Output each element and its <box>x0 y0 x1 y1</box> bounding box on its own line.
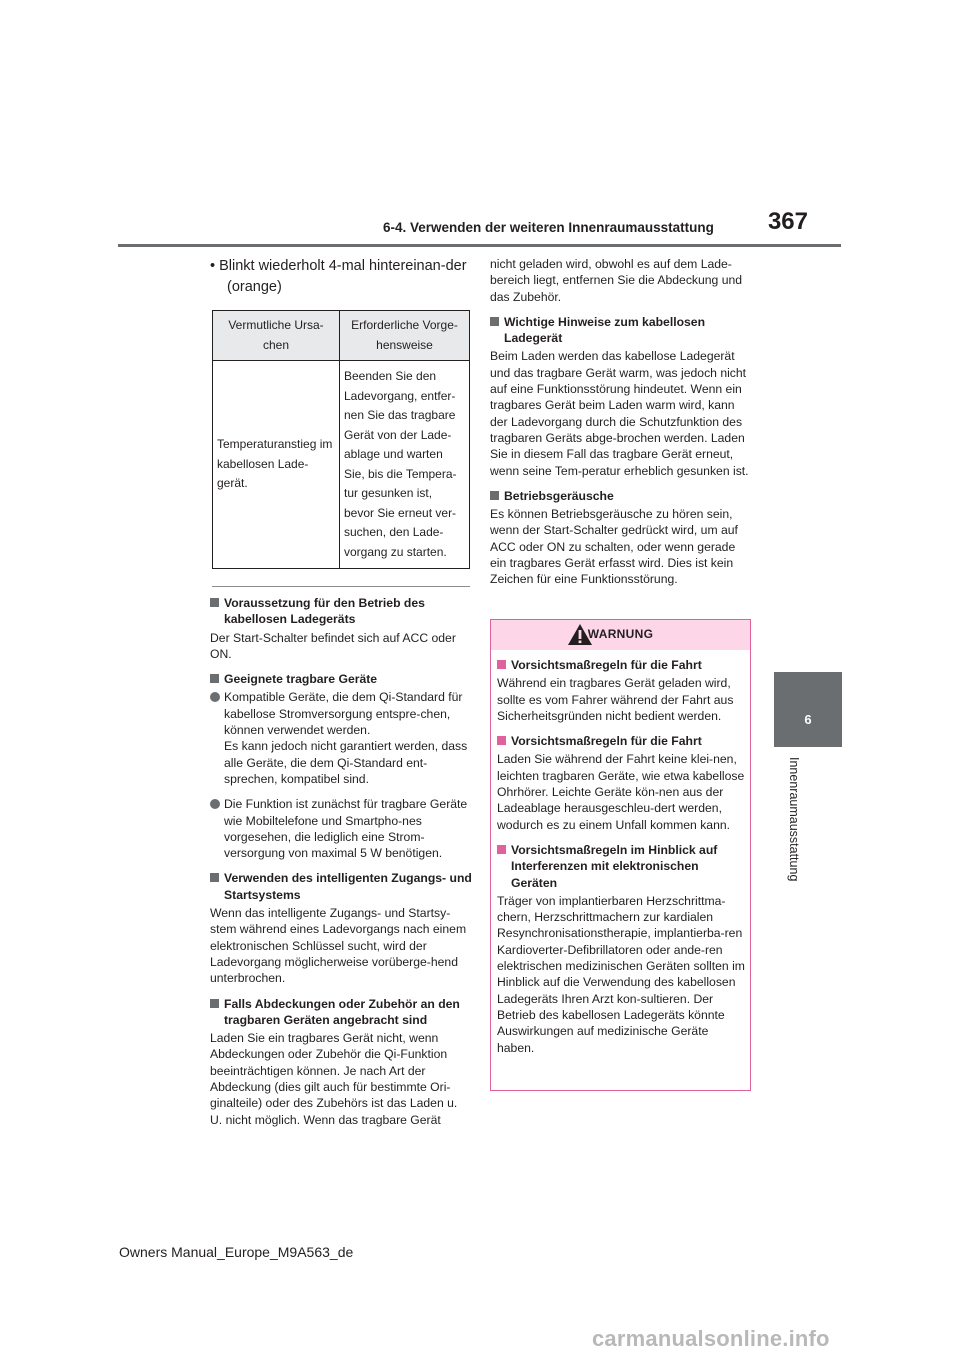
warning-body <box>491 650 750 1056</box>
chapter-tab-label <box>786 757 802 897</box>
footer-text: Owners Manual_Europe_M9A563_de <box>119 1244 354 1260</box>
square-bullet-icon <box>497 845 506 854</box>
circle-bullet-item <box>210 689 472 787</box>
section-title: 6-4. Verwenden der weiteren Innenraumausstattung <box>383 220 714 235</box>
section-text: nicht geladen wird, obwohl es auf dem Lade-bereich liegt, entfernen Sie die Abdeckung und das Zubehör. <box>490 257 743 304</box>
bullet-text: Es kann jedoch nicht garantiert werden, dass alle Geräte, die dem Qi-Standard ent-sprechen, kompatibel sind. <box>224 739 468 786</box>
section-text: Laden Sie ein tragbares Gerät nicht, wenn Abdeckungen oder Zubehör die Qi-Funktion beeinträchtigen können. Je nach Art der Abdeckung (dies gilt auch für bestimmte Ori-ginalteile) oder des Zubehörs ist das Laden u. U. nicht möglich. Wenn das tragbare Gerät <box>210 1031 458 1127</box>
table-header-cause: Vermutliche Ursa-chen <box>213 311 340 361</box>
section-heading-text: Verwenden des intelligenten Zugangs- und Startsystems <box>224 871 472 902</box>
warning-box <box>490 619 751 1091</box>
warning-heading <box>497 733 745 749</box>
warning-text: Träger von implantierbaren Herzschrittma-chern, Herzschrittmachern zur kardialen Resynchronisationstherapie, implantierba-ren Kardioverter-Defibrillatoren oder ande-ren elektrischen medizinischen Geräten sollten im Hinblick auf die Verwendung des kabellosen Ladegeräts Ihren Arzt kon-sultieren. Der Betrieb des kabellosen Ladegeräts könnte Auswirkungen auf medizinische Geräte haben. <box>497 893 745 1055</box>
section-text: Es können Betriebsgeräusche zu hören sein, wenn der Start-Schalter gedrückt wird, um auf ACC oder ON zu schalten, oder wenn gerade ein tragbares Gerät erfasst wird. Dies ist kein Zeichen für eine Funktionsstörung. <box>490 507 738 587</box>
square-bullet-icon <box>497 660 506 669</box>
warning-heading-text: Vorsichtsmaßregeln für die Fahrt <box>511 658 702 672</box>
section-heading <box>210 595 472 628</box>
section-divider <box>212 586 470 587</box>
section-heading <box>210 671 472 687</box>
warning-heading-text: Vorsichtsmaßregeln im Hinblick auf Interferenzen mit elektronischen Geräten <box>511 842 718 890</box>
square-bullet-icon <box>210 674 219 683</box>
section-heading <box>210 996 472 1029</box>
table-row <box>213 361 470 569</box>
table-header-row <box>213 311 470 361</box>
table-header-action: Erforderliche Vorge-hensweise <box>340 311 470 361</box>
table-cell-action: Beenden Sie den Ladevorgang, entfer-nen Sie das tragbare Gerät von der Lade-ablage und warten Sie, bis die Tempera-tur gesunken ist, bevor Sie erneut ver-suchen, den Lade-vorgang zu starten. <box>340 361 470 569</box>
square-bullet-icon <box>490 317 499 326</box>
square-bullet-icon <box>210 873 219 882</box>
section-heading <box>490 488 752 504</box>
square-bullet-icon <box>210 598 219 607</box>
warning-header <box>491 620 750 650</box>
square-bullet-icon <box>497 736 506 745</box>
section-heading-text: Wichtige Hinweise zum kabellosen Ladegerät <box>504 314 706 346</box>
warning-heading-text: Vorsichtsmaßregeln für die Fahrt <box>511 734 702 749</box>
warning-heading <box>497 842 745 891</box>
warning-heading <box>497 657 745 673</box>
left-column <box>210 256 472 1137</box>
section-heading <box>210 870 472 903</box>
warning-text: Während ein tragbares Gerät geladen wird, sollte es vom Fahrer während der Fahrt aus Sicherheitsgründen nicht bedient werden. <box>497 676 734 723</box>
section-heading-text: Geeignete tragbare Geräte <box>224 672 378 687</box>
table-cell-cause: Temperaturanstieg im kabellosen Lade-gerät. <box>213 361 340 569</box>
chapter-tab-label-text: Innenraumausstattung <box>787 757 801 882</box>
warning-text: Laden Sie während der Fahrt keine klei-nen, leichten tragbaren Geräte, wie etwa kabellose Ohrhörer. Leichte Geräte kön-nen aus der Ladeablage herausgeschleu-dert werden, wodurch es zu einem Unfall kommen kann. <box>497 752 745 832</box>
section-text: Der Start-Schalter befindet sich auf ACC oder ON. <box>210 630 456 661</box>
header-rule <box>118 244 841 247</box>
section-text: Wenn das intelligente Zugangs- und Startsy-stem während eines Ladevorgangs nach einem elektronischen Schlüssel sucht, wird der Ladevorgang möglicherweise vorüberge-hend unterbrochen. <box>210 906 467 986</box>
section-text: Beim Laden werden das kabellose Ladegerät und das tragbare Gerät warm, was jedoch nicht auf eine Funktionsstörung hindeutet. Wenn ein tragbares Gerät beim Laden warm wird, kann der Ladevorgang durch die Schutzfunktion des tragbaren Geräts abge-brochen werden. Laden Sie in diesem Fall das tragbare Gerät erneut, wenn seine Tem-peratur erheblich gesunken ist. <box>490 349 749 478</box>
section-heading <box>490 314 752 347</box>
bullet-text: Kompatible Geräte, die dem Qi-Standard für kabellose Stromversorgung entspre-chen, können verwendet werden. <box>224 690 463 738</box>
intro-bullet: • Blinkt wiederholt 4-mal hintereinan-der (orange) <box>210 258 467 295</box>
section-heading-text: Betriebsgeräusche <box>504 488 614 503</box>
square-bullet-icon <box>490 491 499 500</box>
right-column <box>490 256 752 597</box>
section-heading-text: Falls Abdeckungen oder Zubehör an den tragbaren Geräten angebracht sind <box>224 996 460 1027</box>
bullet-text: Die Funktion ist zunächst für tragbare Geräte wie Mobiltelefone und Smartpho-nes vorgesehen, die lediglich eine Strom-versorgung von maximal 5 W benötigen. <box>224 797 468 861</box>
chapter-tab <box>774 672 842 747</box>
warning-title: WARNUNG <box>587 627 654 641</box>
section-heading-text: Voraussetzung für den Betrieb des kabellosen Ladegeräts <box>224 596 425 627</box>
page-number: 367 <box>767 208 808 235</box>
square-bullet-icon <box>210 999 219 1008</box>
cause-action-table <box>212 310 470 569</box>
chapter-tab-number: 6 <box>804 712 812 727</box>
circle-bullet-item <box>210 796 472 861</box>
watermark: carmanualsonline.info <box>592 1326 830 1351</box>
circle-bullet-icon <box>210 692 220 702</box>
circle-bullet-icon <box>210 799 220 809</box>
